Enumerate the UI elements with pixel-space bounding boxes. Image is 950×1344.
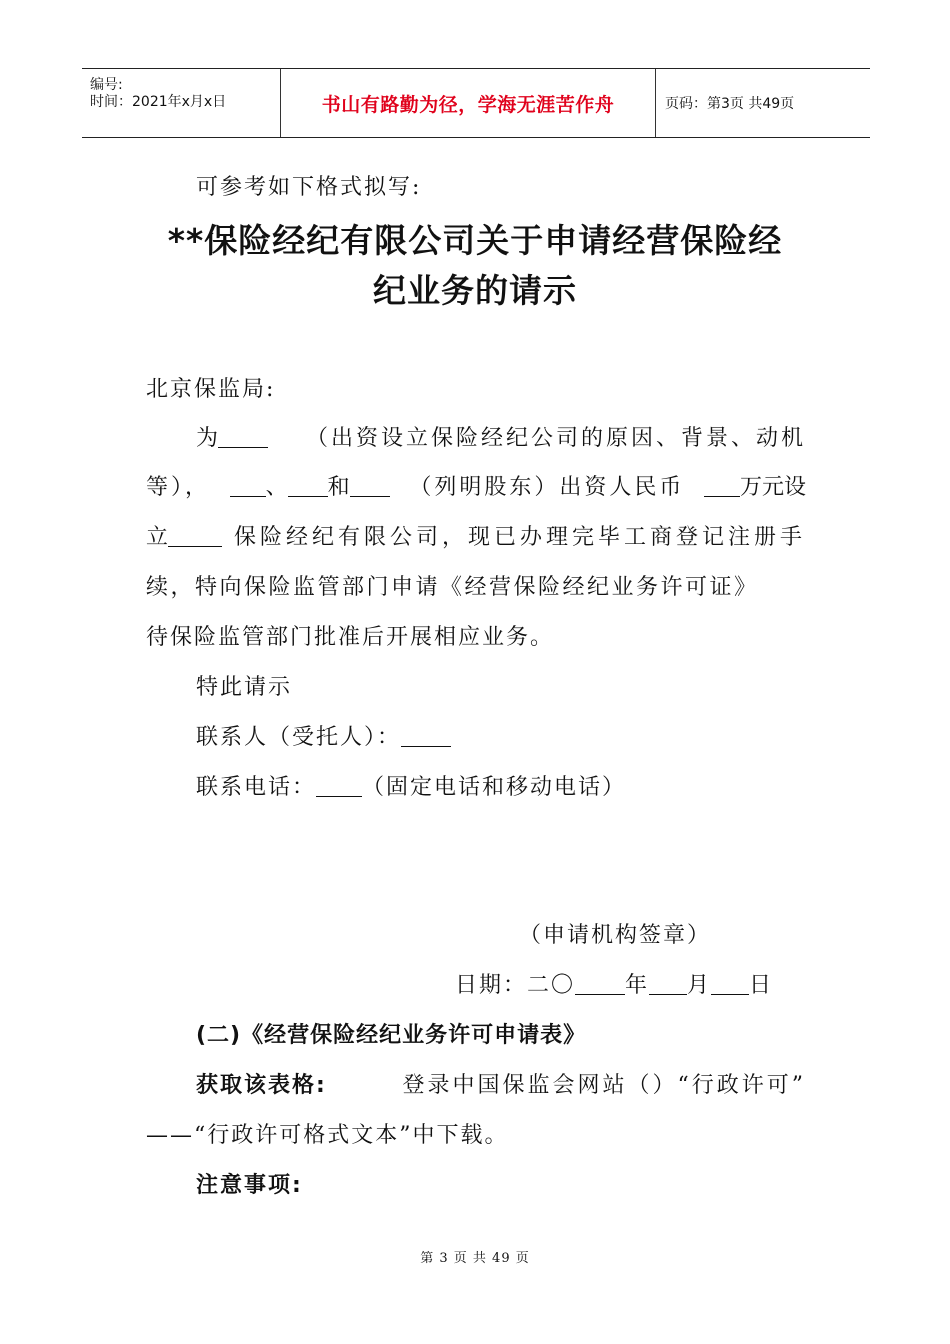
contact-person-line	[196, 720, 451, 751]
body-line-2	[146, 470, 806, 501]
signature-seal: （申请机构签章）	[519, 923, 712, 948]
section-2-get-line	[196, 1068, 806, 1099]
body-text: 保险经纪有限公司，现已办理完毕工商登记注册手	[233, 525, 806, 550]
body-text: 、	[265, 475, 288, 500]
body-text: 立	[146, 525, 169, 550]
intro-text: 可参考如下格式拟写:	[196, 175, 422, 200]
section-2-heading: (二)《经营保险经纪业务许可申请表》	[196, 1023, 587, 1048]
get-form-text: 登录中国保监会网站（）“行政许可”	[402, 1073, 806, 1098]
signature-date-line	[455, 968, 773, 999]
body-line-4: 续，特向保险监管部门申请《经营保险经纪业务许可证》	[146, 575, 759, 600]
section-2-get-line-2: ——“行政许可格式文本”中下载。	[146, 1123, 509, 1148]
fill-blank	[401, 745, 451, 747]
body-text: （出资设立保险经纪公司的原因、背景、动机	[305, 426, 806, 451]
fill-blank	[168, 545, 222, 547]
document-number-label: 编号:	[90, 77, 123, 93]
body-text: 为	[196, 426, 219, 451]
request-closing: 特此请示	[196, 675, 293, 700]
fill-blank	[711, 993, 749, 995]
body-text: 万元设	[739, 475, 806, 500]
header-page-label: 页码：第3页 共49页	[665, 96, 795, 112]
fill-blank	[230, 495, 266, 497]
body-text: 和	[327, 475, 350, 500]
fill-blank	[316, 795, 362, 797]
body-text: 等），	[146, 475, 211, 500]
get-form-label: 获取该表格:	[196, 1073, 327, 1098]
contact-phone-label: 联系电话：	[196, 775, 317, 800]
date-month: 月	[687, 973, 712, 998]
header-motto: 书山有路勤为径，学海无涯苦作舟	[321, 93, 615, 116]
header-page-cell	[656, 69, 870, 137]
contact-person-label: 联系人（受托人）：	[196, 725, 402, 750]
fill-blank	[350, 495, 390, 497]
page-header	[82, 68, 870, 138]
document-title-line-1: **保险经纪有限公司关于申请经营保险经	[167, 221, 783, 260]
header-motto-cell	[281, 69, 656, 137]
fill-blank	[649, 993, 687, 995]
date-day: 日	[749, 973, 774, 998]
document-time-label: 时间：2021年x月x日	[90, 94, 227, 110]
date-year: 年	[625, 973, 650, 998]
fill-blank	[575, 993, 625, 995]
body-line-1	[196, 421, 806, 452]
header-meta-cell	[82, 69, 281, 137]
addressee: 北京保监局:	[146, 377, 276, 402]
contact-phone-note: （固定电话和移动电话）	[362, 775, 627, 800]
body-line-5: 待保险监管部门批准后开展相应业务。	[146, 625, 555, 650]
body-line-3	[146, 520, 806, 551]
page-footer: 第 3 页 共 49 页	[420, 1251, 530, 1266]
fill-blank	[288, 495, 328, 497]
contact-phone-line	[196, 770, 626, 801]
fill-blank	[704, 495, 740, 497]
date-label: 日期：二〇	[455, 973, 576, 998]
document-title-line-2: 纪业务的请示	[373, 271, 577, 310]
fill-blank	[218, 446, 268, 448]
notes-label: 注意事项:	[196, 1173, 303, 1198]
body-text: （列明股东）出资人民币	[409, 475, 685, 500]
